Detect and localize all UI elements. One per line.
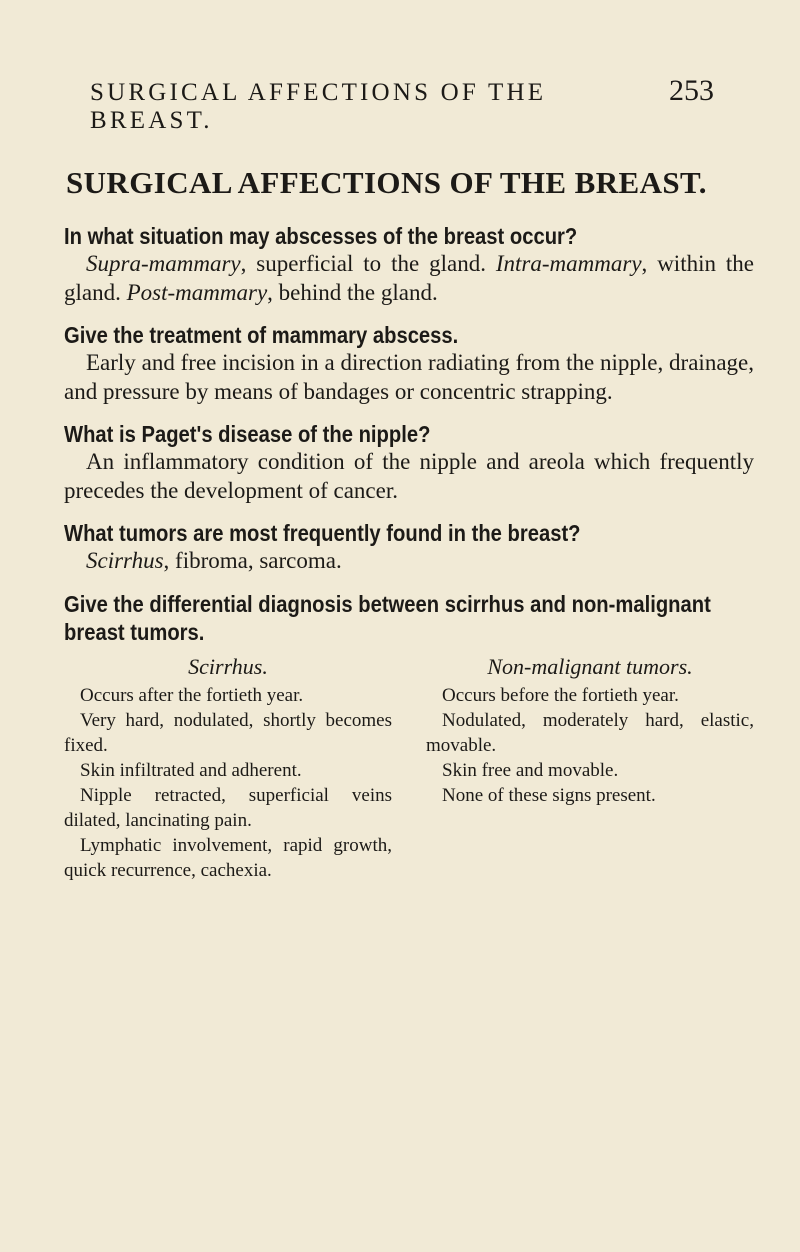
question: Give the treatment of mammary abscess.	[64, 322, 459, 348]
qa-item	[64, 519, 754, 576]
answer-term: Supra-mammary	[86, 251, 241, 276]
question: In what situation may abscesses of the breast occur?	[64, 223, 578, 249]
qa-item	[64, 420, 754, 505]
running-head	[90, 74, 714, 135]
answer-term: Post-mammary	[126, 279, 268, 305]
chapter-title: SURGICAL AFFECTIONS OF THE BREAST.	[66, 165, 707, 200]
question: Give the differential diagnosis between scirrhus and non-malignant breast tumors.	[64, 590, 711, 645]
answer-text: , behind the gland.	[267, 279, 438, 305]
running-head-text: SURGICAL AFFECTIONS OF THE BREAST.	[90, 79, 547, 134]
answer	[64, 250, 754, 307]
answer	[64, 448, 754, 505]
answer	[64, 547, 754, 576]
question: What is Paget's disease of the nipple?	[64, 421, 431, 447]
qa-item	[64, 321, 754, 406]
table-cell: Nodulated, moderately hard, elastic, movable.	[426, 709, 754, 756]
chapter-body	[64, 222, 754, 897]
table-cell: Lymphatic involvement, rapid growth, quick recurrence, cachexia.	[64, 834, 392, 881]
qa-item	[64, 222, 754, 307]
answer-term: Intra-mammary	[495, 251, 642, 276]
table-cell: Skin free and movable.	[442, 759, 619, 781]
table-cell: Skin infiltrated and adherent.	[80, 759, 302, 781]
answer-term: Scirrhus	[86, 548, 164, 573]
qa-item	[64, 590, 754, 883]
column-heading: Non-malignant tumors.	[487, 653, 693, 679]
answer-text: , fibroma, sarcoma.	[163, 548, 342, 573]
differential-table	[64, 654, 754, 883]
answer-text: , within the gland.	[64, 251, 754, 305]
table-cell: Very hard, nodulated, shortly becomes fixed.	[64, 709, 392, 756]
non-malignant-column	[426, 654, 754, 883]
column-heading: Scirrhus.	[188, 653, 268, 679]
table-cell: None of these signs present.	[442, 784, 656, 806]
table-cell: Occurs before the fortieth year.	[442, 684, 679, 706]
answer	[64, 349, 754, 406]
answer-text: Early and free incision in a direction radiating from the nipple, drainage, and pressure by means of bandages or concentric strapping.	[64, 350, 754, 404]
table-cell: Nipple retracted, superficial veins dilated, lancinating pain.	[64, 784, 392, 831]
answer-text: An inflammatory condition of the nipple and areola which frequently precedes the development of cancer.	[64, 449, 754, 503]
question: What tumors are most frequently found in the breast?	[64, 520, 581, 546]
answer-text: , superficial to the gland.	[240, 251, 496, 276]
scirrhus-column	[64, 654, 392, 883]
table-cell: Occurs after the fortieth year.	[80, 684, 304, 706]
page-number: 253	[669, 74, 714, 107]
